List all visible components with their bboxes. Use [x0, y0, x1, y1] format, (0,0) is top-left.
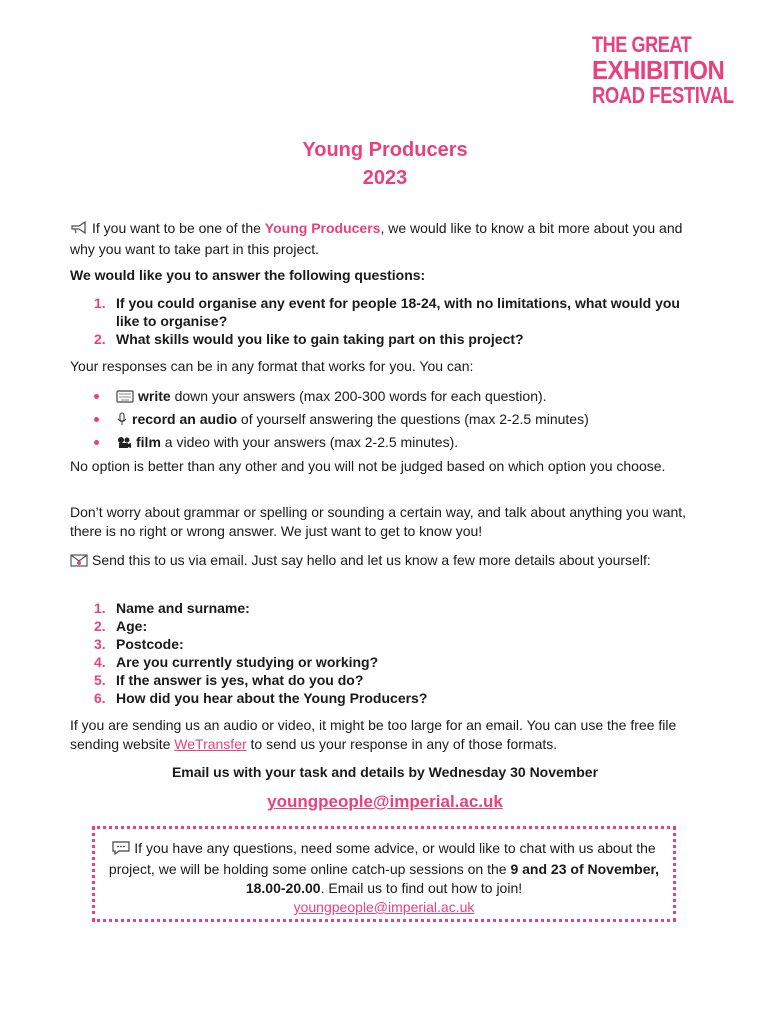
email-container	[70, 791, 700, 813]
page-title-year: 2023	[362, 167, 408, 189]
box-pre: If you have any questions, need some advice, or would like to chat with us about the project, we will be holding some online catch-up sessions on the	[108, 840, 656, 877]
box-post: . Email us to find out how to join!	[320, 880, 523, 896]
list-item	[70, 409, 700, 432]
bullet	[94, 394, 99, 399]
megaphone-icon	[70, 221, 88, 240]
bullet	[94, 417, 99, 422]
list-item	[70, 599, 700, 617]
detail-text: Postcode:	[116, 636, 184, 652]
logo-line-2: EXHIBITION	[592, 55, 725, 85]
bullet	[94, 440, 99, 445]
format-bold: record an audio	[132, 411, 238, 427]
video-camera-icon	[116, 434, 132, 455]
list-number: 2.	[94, 618, 106, 634]
sending-post: to send us your response in any of those formats.	[246, 736, 558, 752]
microphone-icon	[116, 411, 128, 432]
logo-line-1: THE GREAT	[592, 32, 692, 57]
format-rest: down your answers (max 200-300 words for each question).	[170, 388, 547, 404]
page-title-line-1: Young Producers	[302, 139, 468, 161]
email-link[interactable]: youngpeople@imperial.ac.uk	[267, 792, 503, 811]
detail-text: Name and surname:	[116, 600, 250, 616]
intro-pre: If you want to be one of the	[92, 220, 265, 236]
list-number: 4.	[94, 654, 106, 670]
detail-text: How did you hear about the Young Producers?	[116, 690, 428, 706]
envelope-icon	[70, 553, 88, 572]
sending-paragraph	[70, 716, 700, 754]
intro-highlight: Young Producers	[264, 220, 381, 236]
keyboard-icon	[116, 388, 134, 409]
intro-paragraph	[70, 219, 700, 259]
list-number: 1.	[94, 295, 106, 311]
list-number: 1.	[94, 600, 106, 616]
list-item	[70, 671, 700, 689]
details-list	[70, 599, 700, 707]
logo-line-3: ROAD FESTIVAL	[592, 82, 734, 108]
list-item	[70, 689, 700, 707]
deadline-text: Email us with your task and details by Wednesday 30 November	[171, 764, 599, 780]
detail-text: Age:	[116, 618, 148, 634]
list-number: 6.	[94, 690, 106, 706]
format-bold: film	[136, 434, 161, 450]
list-item	[70, 635, 700, 653]
question-text: What skills would you like to gain taking part on this project?	[116, 331, 524, 347]
no-option-paragraph: No option is better than any other and you will not be judged based on which option you choose.	[70, 458, 666, 474]
page-title	[0, 136, 770, 192]
list-item	[70, 432, 700, 455]
catch-up-box	[92, 826, 676, 922]
format-rest: a video with your answers (max 2-2.5 minutes).	[160, 434, 459, 450]
list-number: 2.	[94, 331, 106, 347]
formats-intro: Your responses can be in any format that works for you. You can:	[70, 358, 474, 374]
list-item	[70, 386, 700, 409]
format-bold: write	[138, 388, 171, 404]
list-item	[70, 294, 700, 330]
wetransfer-link[interactable]: WeTransfer	[174, 736, 247, 752]
intro-post: , we would like to know a bit more about you and why you want to take part in this project.	[70, 220, 683, 257]
box-email-link[interactable]: youngpeople@imperial.ac.uk	[293, 899, 475, 915]
question-text: If you could organise any event for people 18-24, with no limitations, what would you like to organise?	[116, 295, 680, 329]
questions-list	[70, 294, 700, 348]
box-dates: 9 and 23 of November, 18.00-20.00	[245, 861, 660, 896]
sending-pre: If you are sending us an audio or video, it might be too large for an email. You can use the free file sending website	[70, 717, 677, 752]
festival-logo	[592, 34, 732, 107]
list-item	[70, 653, 700, 671]
detail-text: Are you currently studying or working?	[116, 654, 379, 670]
list-number: 5.	[94, 672, 106, 688]
formats-list	[70, 386, 700, 455]
list-item	[70, 617, 700, 635]
format-rest: of yourself answering the questions (max 2-2.5 minutes)	[237, 411, 589, 427]
send-text: Send this to us via email. Just say hello and let us know a few more details about yourself:	[92, 552, 651, 568]
send-paragraph	[70, 551, 700, 572]
dont-worry-paragraph: Don’t worry about grammar or spelling or sounding a certain way, and talk about anything you want, there is no right or wrong answer. We just want to get to know you!	[70, 504, 687, 539]
list-number: 3.	[94, 636, 106, 652]
questions-heading: We would like you to answer the following questions:	[70, 267, 426, 283]
list-item	[70, 330, 700, 348]
speech-bubble-icon	[112, 841, 130, 860]
detail-text: If the answer is yes, what do you do?	[116, 672, 364, 688]
